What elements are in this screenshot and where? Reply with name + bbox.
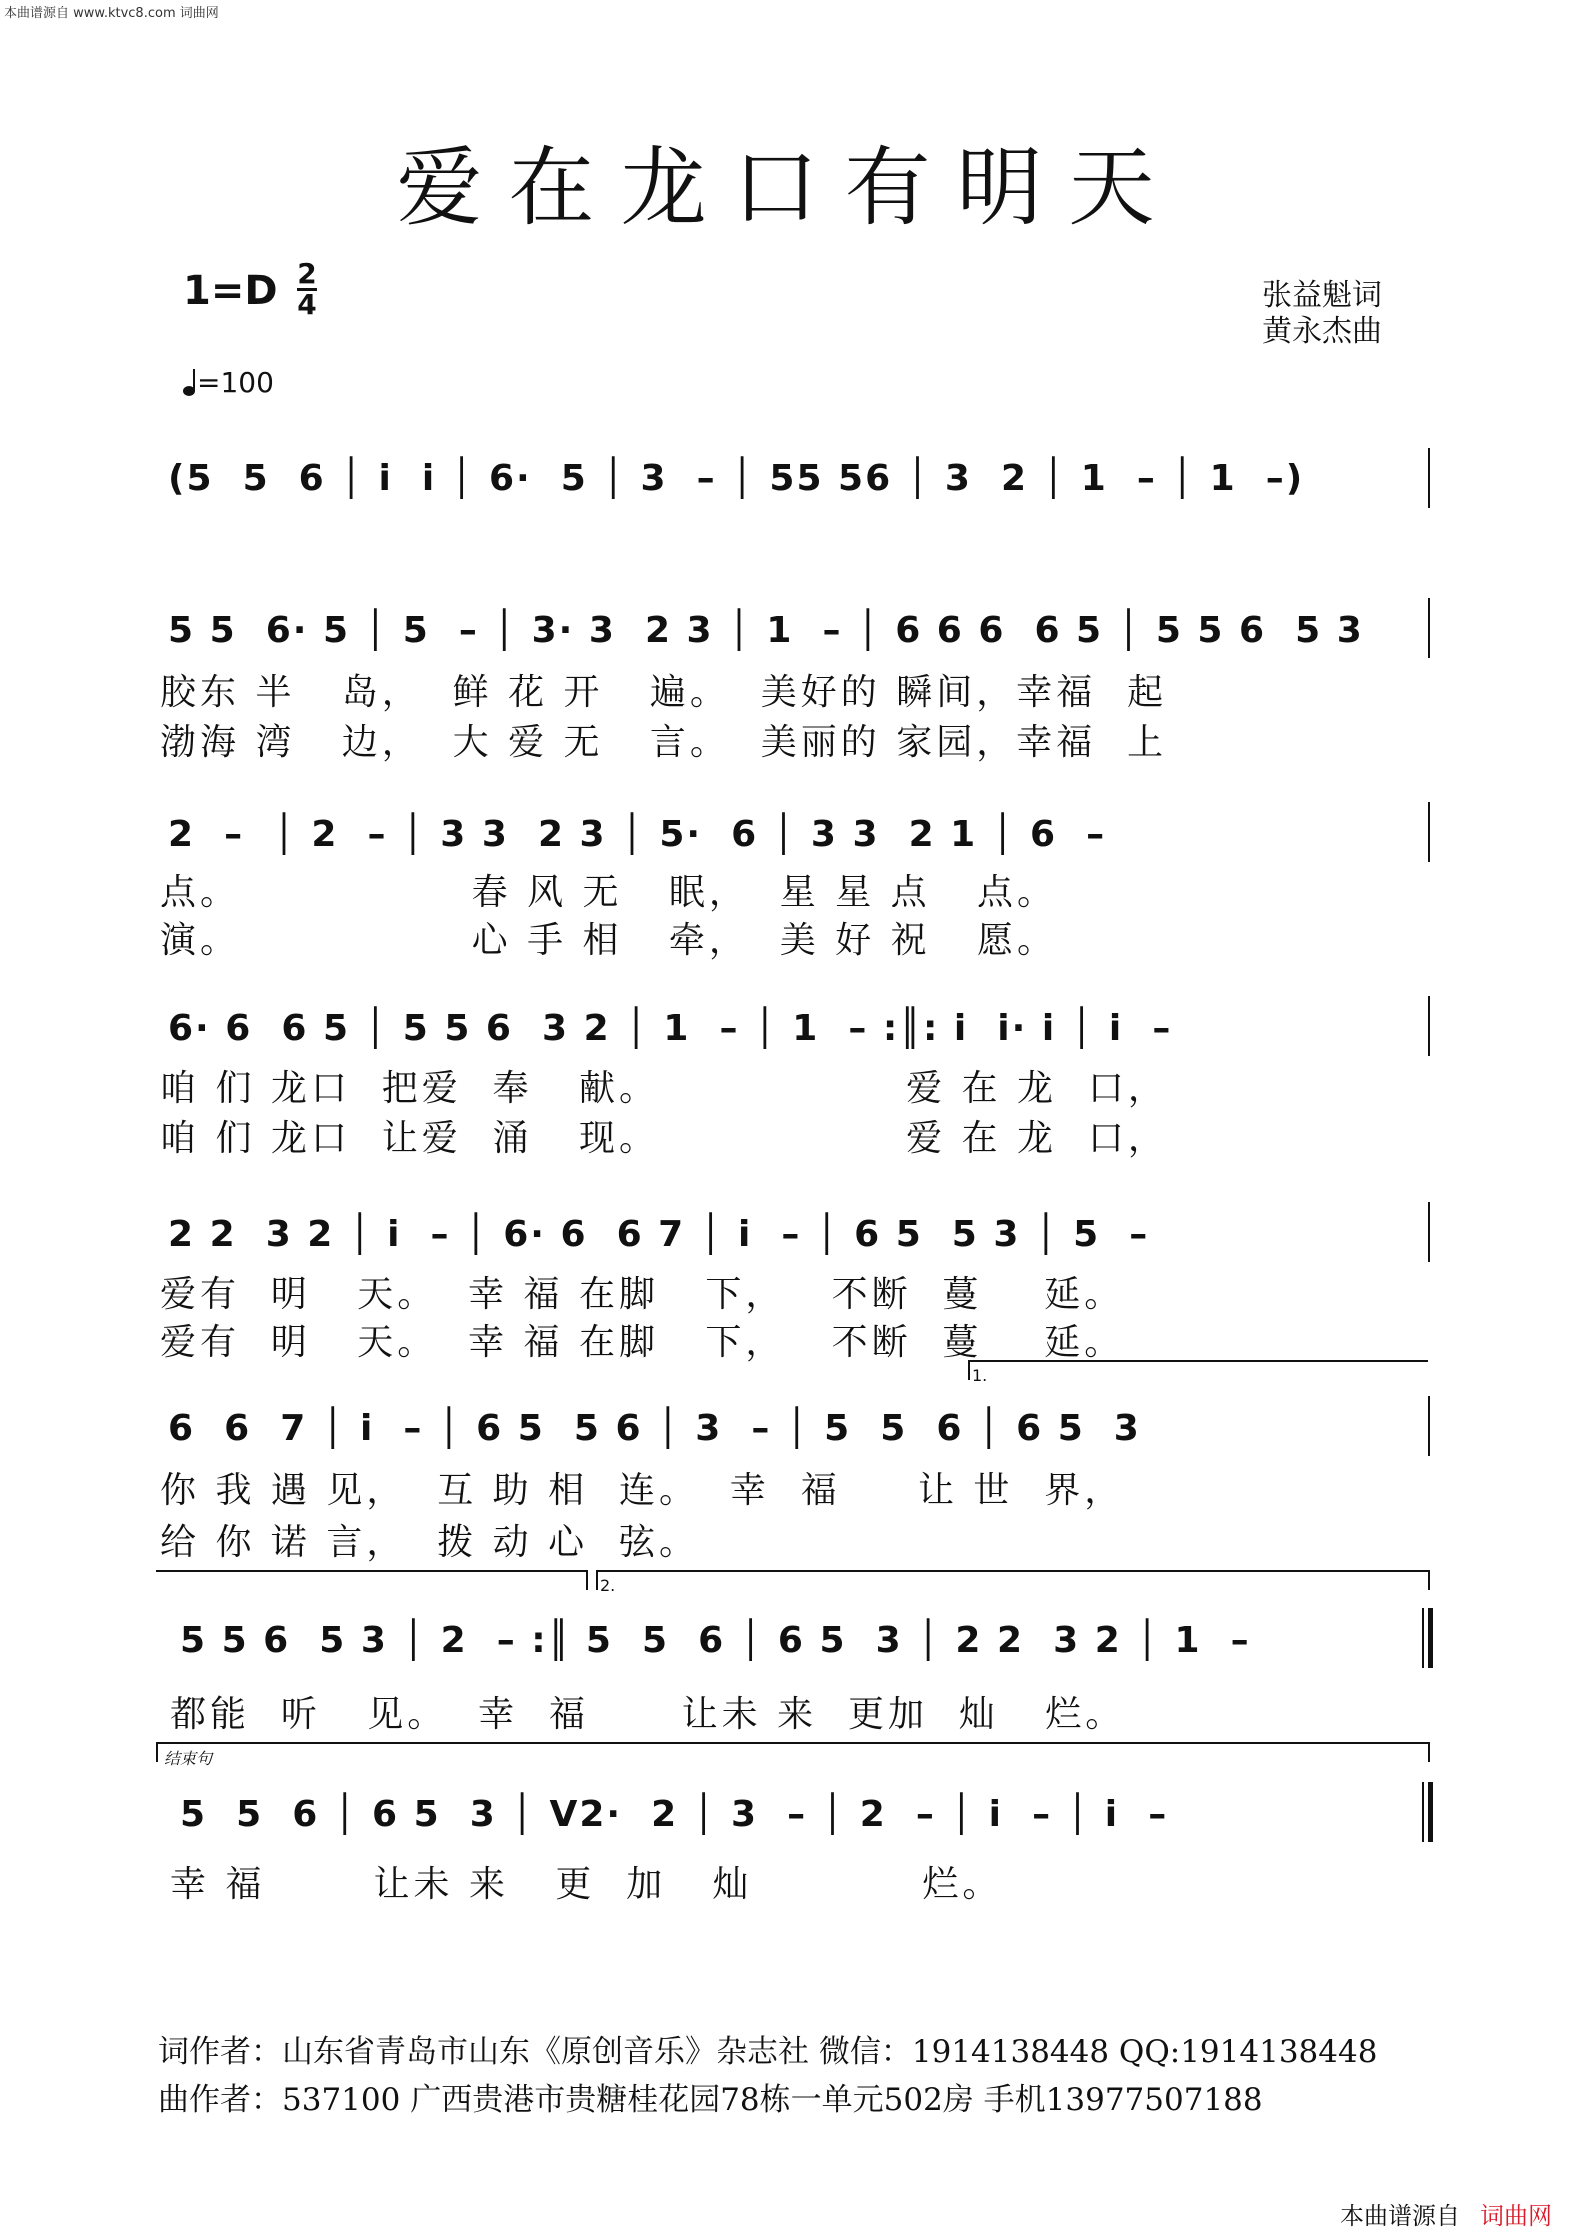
watermark-left: 本曲谱源自 — [1340, 2202, 1460, 2230]
barline-end — [1428, 1396, 1430, 1456]
composer-contact: 曲作者：537100 广西贵港市贵糖桂花园78栋一单元502房 手机13977507188 — [158, 2082, 1263, 2118]
watermark-right: 词曲网 — [1480, 2202, 1552, 2230]
coda-label: 结束句 — [164, 1749, 213, 1768]
notes-system-7: 5 5 6 5 3 │ 2 – :║ 5 5 6 │ 6 5 3 │ 2 2 3 2 │ 1 – — [180, 1620, 1251, 1661]
lyric-system-5-verse-1: 爱有 明 天。 幸 福 在脚 下， 不断 蔓 延。 — [160, 1274, 1125, 1315]
source-header: 本曲谱源自 www.ktvc8.com 词曲网 — [4, 6, 219, 21]
notes-system-2: 5 5 6· 5 │ 5 – │ 3· 3 2 3 │ 1 – │ 6 6 6 6 5 │ 5 5 6 5 3 — [168, 610, 1364, 651]
barline-end — [1428, 802, 1430, 862]
final-barline-thick — [1428, 1608, 1433, 1668]
lyric-system-2-verse-1: 胶东 半 岛， 鲜 花 开 遍。 美好的 瞬间，幸福 起 — [160, 672, 1168, 713]
barline-end — [1428, 598, 1430, 658]
final-barline-thin — [1422, 1608, 1424, 1668]
lyricist-contact: 词作者：山东省青岛市山东《原创音乐》杂志社 微信：1914138448 QQ:1914138448 — [158, 2034, 1378, 2070]
volta-second-bracket — [596, 1570, 1430, 1590]
lyric-system-4-verse-2: 咱 们 龙口 让爱 涌 现。 爱 在 龙 口， — [160, 1118, 1168, 1159]
coda-bracket — [156, 1742, 1430, 1762]
volta-first-bracket — [968, 1360, 1428, 1380]
final-barline-thick — [1428, 1782, 1433, 1842]
volta-first-continuation — [156, 1570, 588, 1590]
lyric-system-4-verse-1: 咱 们 龙口 把爱 奉 献。 爱 在 龙 口， — [160, 1068, 1168, 1109]
notes-system-5: 2 2 3 2 │ i – │ 6· 6 6 7 │ i – │ 6 5 5 3 │ 5 – — [168, 1214, 1150, 1255]
lyric-system-3-verse-2: 演。 心 手 相 牵， 美 好 祝 愿。 — [160, 920, 1057, 961]
lyric-system-5-verse-2: 爱有 明 天。 幸 福 在脚 下， 不断 蔓 延。 — [160, 1322, 1125, 1363]
volta-second-label: 2. — [600, 1576, 616, 1595]
lyricist-credit: 张益魁词 — [1262, 278, 1382, 313]
key-signature: 1=D — [183, 268, 278, 314]
time-sig-top: 2 — [297, 257, 317, 290]
notes-system-1: (5 5 6 │ i i │ 6· 5 │ 3 – │ 55 56 │ 3 2 │ 1 – │ 1 –) — [168, 458, 1305, 499]
lyric-system-7: 都能 听 见。 幸 福 让未 来 更加 灿 烂。 — [170, 1694, 1126, 1735]
lyric-system-6-verse-2: 给 你 诺 言， 拨 动 心 弦。 — [160, 1522, 699, 1563]
lyric-system-2-verse-2: 渤海 湾 边， 大 爱 无 言。 美丽的 家园，幸福 上 — [160, 722, 1168, 763]
lyric-system-8: 幸 福 让未 来 更 加 灿 烂。 — [170, 1864, 1003, 1905]
notes-system-6: 6 6 7 │ i – │ 6 5 5 6 │ 3 – │ 5 5 6 │ 6 5 3 — [168, 1408, 1141, 1449]
time-sig-bottom: 4 — [297, 288, 317, 321]
quarter-note-icon — [183, 386, 195, 396]
tempo-value: =100 — [197, 366, 274, 399]
barline-end — [1428, 1202, 1430, 1262]
song-title: 爱在龙口有明天 — [396, 138, 1181, 238]
barline-end — [1428, 996, 1430, 1056]
lyric-system-6-verse-1: 你 我 遇 见， 互 助 相 连。 幸 福 让 世 界， — [160, 1470, 1125, 1511]
volta-first-label: 1. — [972, 1366, 988, 1385]
final-barline-thin — [1422, 1782, 1424, 1842]
notes-system-8: 5 5 6 │ 6 5 3 │ V2· 2 │ 3 – │ 2 – │ i – │ i – — [180, 1794, 1169, 1835]
notes-system-3: 2 – │ 2 – │ 3 3 2 3 │ 5· 6 │ 3 3 2 1 │ 6 – — [168, 814, 1107, 855]
time-signature — [297, 257, 317, 321]
notes-system-4: 6· 6 6 5 │ 5 5 6 3 2 │ 1 – │ 1 – :║: i i· i │ i – — [168, 1008, 1173, 1049]
tempo-mark — [183, 366, 274, 399]
composer-credit: 黄永杰曲 — [1262, 314, 1382, 349]
lyric-system-3-verse-1: 点。 春 风 无 眠， 星 星 点 点。 — [160, 872, 1057, 913]
barline-end — [1428, 448, 1430, 508]
